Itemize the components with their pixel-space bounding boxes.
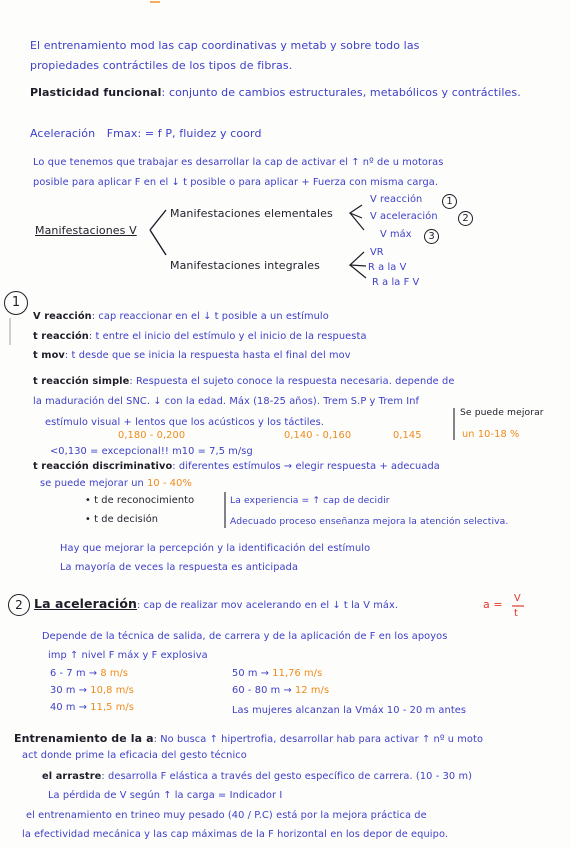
v-reaccion-def: : cap reaccionar en el ↓ t posible a un estímulo: [91, 311, 329, 322]
t-reaccion-line: [33, 332, 367, 342]
row1-speed: 8 m/s: [100, 668, 129, 679]
row2-distance: 30 m: [50, 685, 76, 696]
aceleracion-formula: Fmax: = f P, fluidez y coord: [106, 127, 262, 140]
reaccion-discrim-line: [33, 462, 440, 472]
entrenamiento-line-2: act donde prime la eficacia del gesto técnico: [22, 750, 247, 761]
row5-distance: 60 - 80 m: [232, 685, 281, 696]
manif-integ-item-2: R a la V: [368, 262, 407, 273]
arrastre-line: [42, 772, 472, 782]
reaccion-simple-line-4: <0,130 = excepcional!! m10 = 7,5 m/sg: [50, 446, 253, 457]
reaccion-simple-def: : Respuesta el sujeto conoce la respuesta necesaria. depende de: [129, 376, 455, 387]
manif-elem-item-2: V aceleración: [370, 211, 438, 222]
t-mov-term: t mov: [33, 350, 65, 361]
arrastre-def: : desarrolla F elástica a través del gesto específico de carrera. (10 - 30 m): [101, 771, 473, 782]
row3-speed: 11,5 m/s: [90, 702, 134, 713]
aceleracion-line-1: Lo que tenemos que trabajar es desarrollar la cap de activar el ↑ nº de u motoras: [33, 157, 444, 168]
percepcion-line: Hay que mejorar la percepción y la identificación del estímulo: [60, 543, 371, 554]
row1-distance: 6 - 7 m: [50, 668, 86, 679]
trineo-line-2: la efectividad mecánica y las cap máximas de la F horizontal en los depor de equipo.: [22, 829, 449, 840]
reaccion-simple-term: t reacción simple: [33, 376, 130, 387]
note-mejorar-1: Se puede mejorar: [460, 407, 544, 418]
arrastre-term: el arrastre: [42, 771, 102, 782]
t-reaccion-def: : t entre el inicio del estímulo y el inicio de la respuesta: [88, 331, 367, 342]
bullet-decision-detail: Adecuado proceso enseñanza mejora la atención selectiva.: [230, 516, 509, 527]
speed-row-2: 30 m → 10,8 m/s: [50, 685, 134, 696]
plasticidad-line: [30, 87, 521, 98]
intro-line-1: El entrenamiento mod las cap coordinativas y metab y sobre todo las: [30, 39, 420, 52]
depende-line: Depende de la técnica de salida, de carrera y de la aplicación de F en los apoyos: [42, 631, 448, 642]
manif-elementales: Manifestaciones elementales: [170, 207, 333, 220]
reaccion-simple-line-3: estímulo visual + lentos que los acústicos y los táctiles.: [45, 417, 325, 428]
row3-distance: 40 m: [50, 702, 76, 713]
aceleracion-desc: : cap de realizar mov acelerando en el ↓ t la V máx.: [137, 600, 399, 611]
value-tactil: 0,145: [393, 430, 422, 441]
row2-speed: 10,8 m/s: [90, 685, 134, 696]
formula-denominator: t: [514, 608, 518, 619]
t-mov-line: [33, 351, 351, 361]
row4-distance: 50 m: [232, 668, 258, 679]
value-acustico: 0,140 - 0,160: [284, 430, 352, 441]
mujeres-line: Las mujeres alcanzan la Vmáx 10 - 20 m antes: [232, 705, 467, 716]
reaccion-simple-line-2: la maduración del SNC. ↓ con la edad. Máx (18-25 años). Trem S.P y Trem Inf: [33, 396, 420, 407]
reaccion-discrim-term: t reacción discriminativo: [33, 461, 173, 472]
section-1-number: 1: [4, 291, 28, 315]
trineo-line-1: el entrenamiento en trineo muy pesado (40 / P.C) está por la mejora práctica de: [26, 810, 427, 821]
manif-elem-item-1: V reacción: [370, 194, 423, 205]
mejorar-value: 10 - 40%: [147, 478, 192, 489]
entrenamiento-title: Entrenamiento de la a: [14, 732, 154, 745]
aceleracion-heading-line: [34, 598, 398, 611]
manifestaciones-label: Manifestaciones V: [35, 224, 137, 237]
manif-integ-item-1: VR: [370, 247, 384, 258]
elem-num-2: 2: [458, 211, 473, 226]
manif-integ-item-3: R a la F V: [372, 277, 420, 288]
aceleracion-formula-line: [30, 128, 262, 139]
t-mov-def: : t desde que se inicia la respuesta hasta el final del mov: [64, 350, 351, 361]
bullet-reconocimiento-detail: La experiencia = ↑ cap de decidir: [230, 495, 390, 506]
intro-line-2: propiedades contráctiles de los tipos de fibras.: [30, 59, 293, 72]
elem-num-1: 1: [442, 194, 457, 209]
row4-speed: 11,76 m/s: [272, 668, 323, 679]
v-reaccion-line: [33, 312, 329, 322]
aceleracion-line-2: posible para aplicar F en el ↓ t posible o para aplicar + Fuerza con misma carga.: [33, 177, 439, 188]
formula-numerator: V: [514, 593, 521, 604]
mejorar-text: se puede mejorar un: [40, 478, 144, 489]
manif-integrales: Manifestaciones integrales: [170, 259, 320, 272]
reaccion-discrim-def: : diferentes estímulos → elegir respuesta + adecuada: [172, 461, 440, 472]
row5-speed: 12 m/s: [295, 685, 330, 696]
bullet-decision: • t de decisión: [85, 514, 159, 525]
plasticidad-text: : conjunto de cambios estructurales, metabólicos y contráctiles.: [161, 86, 521, 99]
t-reaccion-term: t reacción: [33, 331, 89, 342]
entrenamiento-def: : No busca ↑ hipertrofia, desarrollar hab para activar ↑ nº u moto: [153, 734, 484, 745]
speed-row-1: 6 - 7 m → 8 m/s: [50, 668, 129, 679]
mejorar-line: [40, 479, 192, 489]
plasticidad-title: Plasticidad funcional: [30, 86, 162, 99]
formula-a: a =: [483, 598, 503, 611]
note-mejorar-2: un 10-18 %: [462, 429, 520, 440]
section-2-number: 2: [8, 594, 30, 616]
v-reaccion-term: V reacción: [33, 311, 92, 322]
speed-row-4: 50 m → 11,76 m/s: [232, 668, 323, 679]
value-visual: 0,180 - 0,200: [118, 430, 186, 441]
perdida-line: La pérdida de V según ↑ la carga = Indicador I: [48, 790, 283, 801]
imp-line: imp ↑ nivel F máx y F explosiva: [48, 650, 208, 661]
manif-elem-item-3: V máx: [380, 229, 412, 240]
bullet-reconocimiento: • t de reconocimiento: [85, 495, 195, 506]
aceleracion-title: La aceleración: [34, 596, 138, 611]
entrenamiento-line: [14, 733, 483, 745]
aceleracion-prefix: Aceleración: [30, 127, 96, 140]
anticipada-line: La mayoría de veces la respuesta es anticipada: [60, 562, 299, 573]
elem-num-3: 3: [424, 229, 439, 244]
speed-row-3: 40 m → 11,5 m/s: [50, 702, 134, 713]
reaccion-simple-line: [33, 377, 454, 387]
speed-row-5: 60 - 80 m → 12 m/s: [232, 685, 330, 696]
